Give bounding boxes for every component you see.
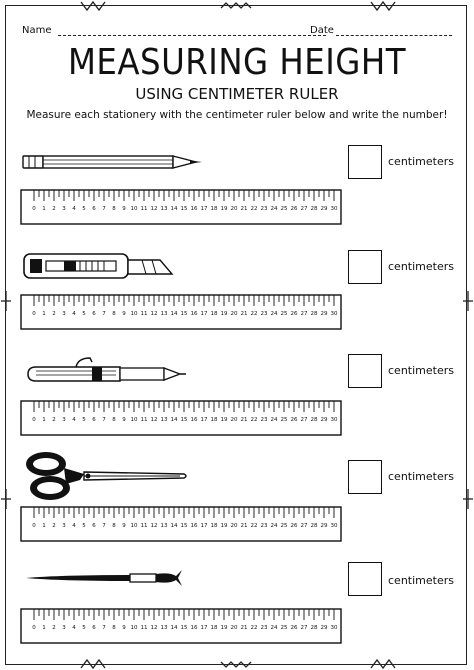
ruler-tick-label: 28 [310,523,318,529]
ruler-tick-label: 14 [170,206,178,212]
date-field[interactable] [336,35,452,36]
ruler-tick-label: 11 [140,206,148,212]
ruler-tick-label: 0 [32,311,36,317]
ruler-tick-label: 2 [52,523,56,529]
ruler-tick-label: 4 [72,417,76,423]
ruler-tick-label: 23 [260,206,268,212]
ruler-tick-label: 26 [290,206,298,212]
ruler-tick-label: 10 [130,625,138,631]
ruler-tick-label: 27 [300,523,308,529]
unit-label: centimeters [388,260,454,273]
answer-box[interactable] [348,460,382,494]
ruler-tick-label: 16 [190,625,198,631]
ruler-tick-label: 17 [200,311,208,317]
instructions-text: Measure each stationery with the centimeter ruler below and write the number! [26,109,448,121]
ruler-tick-label: 4 [72,311,76,317]
ruler-tick-label: 22 [250,625,258,631]
ruler-tick-label: 22 [250,523,258,529]
utility-knife-icon [20,250,180,282]
ruler-tick-label: 20 [230,206,238,212]
ruler-tick-label: 3 [62,625,66,631]
ruler-tick-label: 20 [230,311,238,317]
ruler-tick-label: 27 [300,625,308,631]
ruler-tick-label: 18 [210,206,218,212]
name-field[interactable] [58,35,326,36]
ruler-tick-label: 16 [190,311,198,317]
ruler-tick-label: 30 [330,311,338,317]
ruler-tick-label: 16 [190,206,198,212]
ruler-tick-label: 22 [250,417,258,423]
ruler-tick-label: 8 [112,417,116,423]
ruler-tick-label: 21 [240,311,248,317]
ruler-tick-label: 7 [102,625,106,631]
ruler-tick-label: 15 [180,523,188,529]
ruler-tick-label: 1 [42,311,46,317]
ruler-tick-label: 17 [200,523,208,529]
ruler-tick-label: 29 [320,417,328,423]
top-left-ornament [80,0,108,12]
ruler-tick-label: 17 [200,417,208,423]
ruler-tick-label: 19 [220,417,228,423]
centimeter-ruler [20,506,342,542]
ruler-tick-label: 17 [200,206,208,212]
ruler-tick-label: 19 [220,311,228,317]
ruler-tick-label: 7 [102,523,106,529]
ruler-tick-label: 23 [260,625,268,631]
ruler-tick-label: 0 [32,523,36,529]
scissors-icon [20,448,190,504]
ruler-tick-label: 24 [270,311,278,317]
answer-box[interactable] [348,250,382,284]
ruler-tick-label: 25 [280,417,288,423]
ruler-tick-label: 2 [52,206,56,212]
ruler-tick-label: 9 [122,625,126,631]
ruler-tick-label: 6 [92,311,96,317]
exercise-row-5 [0,562,474,662]
ruler-tick-label: 9 [122,206,126,212]
ruler-tick-label: 8 [112,311,116,317]
ruler-tick-label: 6 [92,523,96,529]
page-title: MEASURING HEIGHT [67,42,407,83]
ruler-tick-label: 2 [52,625,56,631]
ruler-tick-label: 28 [310,417,318,423]
ruler-tick-label: 12 [150,523,158,529]
ruler-tick-label: 26 [290,417,298,423]
ruler-tick-label: 12 [150,206,158,212]
ruler-tick-label: 7 [102,417,106,423]
ruler-tick-label: 17 [200,625,208,631]
ruler-tick-label: 5 [82,311,86,317]
ruler-tick-label: 29 [320,523,328,529]
unit-label: centimeters [388,574,454,587]
ruler-tick-label: 10 [130,417,138,423]
ruler-tick-label: 14 [170,625,178,631]
ruler-tick-label: 18 [210,523,218,529]
ruler-tick-label: 15 [180,625,188,631]
ruler-tick-label: 24 [270,625,278,631]
ruler-tick-label: 1 [42,625,46,631]
ruler-tick-label: 0 [32,206,36,212]
ruler-tick-label: 30 [330,625,338,631]
ruler-tick-label: 30 [330,417,338,423]
exercise-row-3 [0,354,474,454]
ruler-tick-label: 14 [170,311,178,317]
name-date-header [22,24,452,38]
ruler-tick-label: 25 [280,523,288,529]
answer-box[interactable] [348,562,382,596]
centimeter-ruler [20,608,342,644]
paintbrush-icon [20,568,190,588]
ruler-tick-label: 23 [260,523,268,529]
ruler-tick-label: 4 [72,625,76,631]
ruler-tick-label: 11 [140,625,148,631]
centimeter-ruler [20,294,342,330]
pen-icon [20,354,190,388]
top-right-ornament [370,0,398,12]
ruler-tick-label: 27 [300,417,308,423]
ruler-tick-label: 28 [310,206,318,212]
ruler-tick-label: 7 [102,311,106,317]
ruler-tick-label: 24 [270,417,278,423]
ruler-tick-label: 30 [330,206,338,212]
ruler-tick-label: 1 [42,206,46,212]
ruler-tick-label: 4 [72,523,76,529]
ruler-tick-label: 10 [130,311,138,317]
ruler-tick-label: 28 [310,625,318,631]
ruler-tick-label: 21 [240,417,248,423]
ruler-tick-label: 25 [280,625,288,631]
ruler-tick-label: 21 [240,206,248,212]
ruler-tick-label: 26 [290,625,298,631]
ruler-tick-label: 21 [240,523,248,529]
ruler-tick-label: 10 [130,523,138,529]
date-label: Date [310,25,334,36]
ruler-tick-label: 15 [180,206,188,212]
ruler-tick-label: 3 [62,417,66,423]
ruler-tick-label: 1 [42,417,46,423]
ruler-tick-label: 26 [290,311,298,317]
ruler-tick-label: 11 [140,523,148,529]
ruler-tick-label: 30 [330,523,338,529]
ruler-tick-label: 2 [52,417,56,423]
ruler-tick-label: 9 [122,523,126,529]
ruler-tick-label: 12 [150,417,158,423]
ruler-tick-label: 22 [250,206,258,212]
ruler-tick-label: 13 [160,625,168,631]
ruler-tick-label: 10 [130,206,138,212]
ruler-tick-label: 18 [210,625,218,631]
ruler-tick-label: 29 [320,625,328,631]
ruler-tick-label: 12 [150,311,158,317]
centimeter-ruler [20,189,342,225]
exercise-row-4 [0,448,474,548]
ruler-tick-label: 14 [170,417,178,423]
pencil-icon [20,151,210,173]
ruler-tick-label: 16 [190,417,198,423]
answer-box[interactable] [348,354,382,388]
ruler-tick-label: 27 [300,206,308,212]
ruler-tick-label: 19 [220,625,228,631]
ruler-tick-label: 0 [32,417,36,423]
ruler-tick-label: 23 [260,311,268,317]
name-label: Name [22,25,52,36]
ruler-tick-label: 12 [150,625,158,631]
ruler-tick-label: 2 [52,311,56,317]
ruler-tick-label: 6 [92,625,96,631]
ruler-tick-label: 18 [210,311,218,317]
ruler-tick-label: 24 [270,523,278,529]
ruler-tick-label: 14 [170,523,178,529]
ruler-tick-label: 18 [210,417,218,423]
ruler-tick-label: 28 [310,311,318,317]
ruler-tick-label: 5 [82,206,86,212]
ruler-tick-label: 5 [82,417,86,423]
centimeter-ruler [20,400,342,436]
unit-label: centimeters [388,155,454,168]
ruler-tick-label: 8 [112,206,116,212]
ruler-tick-label: 11 [140,417,148,423]
ruler-tick-label: 3 [62,523,66,529]
ruler-tick-label: 25 [280,311,288,317]
ruler-tick-label: 1 [42,523,46,529]
ruler-tick-label: 3 [62,311,66,317]
ruler-tick-label: 4 [72,206,76,212]
ruler-tick-label: 20 [230,523,238,529]
ruler-tick-label: 22 [250,311,258,317]
ruler-tick-label: 26 [290,523,298,529]
ruler-tick-label: 13 [160,523,168,529]
top-center-ornament [220,0,254,12]
ruler-tick-label: 20 [230,417,238,423]
unit-label: centimeters [388,470,454,483]
ruler-tick-label: 23 [260,417,268,423]
ruler-tick-label: 27 [300,311,308,317]
ruler-tick-label: 9 [122,311,126,317]
ruler-tick-label: 6 [92,417,96,423]
ruler-tick-label: 13 [160,311,168,317]
ruler-tick-label: 5 [82,523,86,529]
ruler-tick-label: 13 [160,417,168,423]
ruler-tick-label: 0 [32,625,36,631]
ruler-tick-label: 15 [180,311,188,317]
ruler-tick-label: 8 [112,625,116,631]
ruler-tick-label: 21 [240,625,248,631]
answer-box[interactable] [348,145,382,179]
ruler-tick-label: 16 [190,523,198,529]
page-subtitle: USING CENTIMETER RULER [135,85,339,103]
ruler-tick-label: 5 [82,625,86,631]
ruler-tick-label: 6 [92,206,96,212]
ruler-tick-label: 13 [160,206,168,212]
ruler-tick-label: 3 [62,206,66,212]
ruler-tick-label: 24 [270,206,278,212]
ruler-tick-label: 25 [280,206,288,212]
ruler-tick-label: 9 [122,417,126,423]
ruler-tick-label: 15 [180,417,188,423]
ruler-tick-label: 19 [220,523,228,529]
unit-label: centimeters [388,364,454,377]
exercise-row-2 [0,250,474,350]
ruler-tick-label: 29 [320,206,328,212]
ruler-tick-label: 20 [230,625,238,631]
ruler-tick-label: 7 [102,206,106,212]
exercise-row-1 [0,145,474,245]
ruler-tick-label: 8 [112,523,116,529]
ruler-tick-label: 29 [320,311,328,317]
ruler-tick-label: 19 [220,206,228,212]
ruler-tick-label: 11 [140,311,148,317]
